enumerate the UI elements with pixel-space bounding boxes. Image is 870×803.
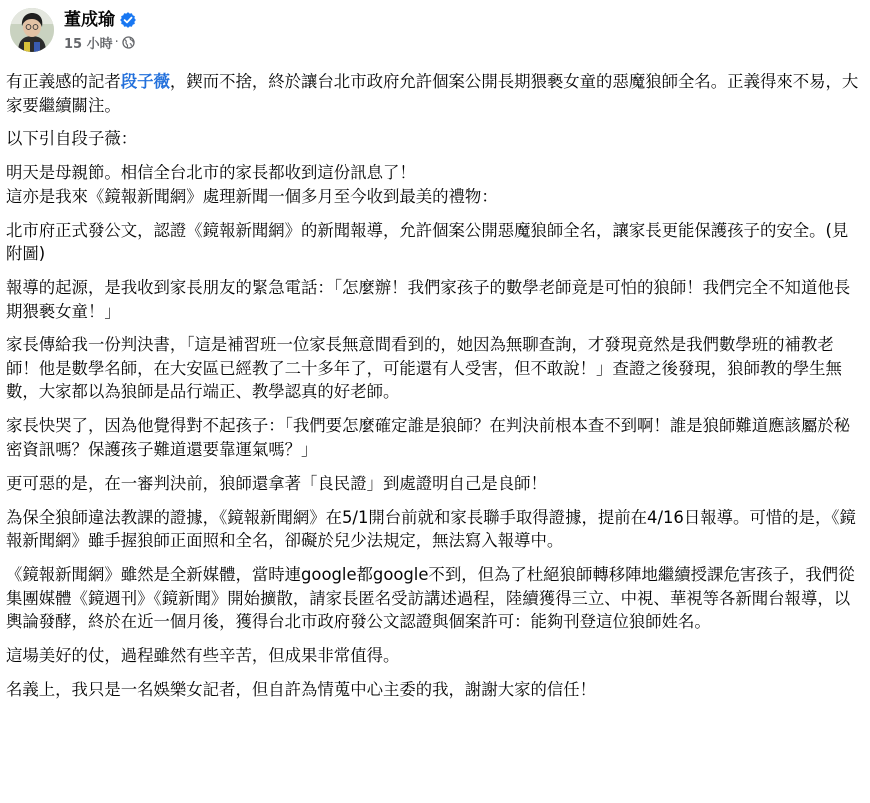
post-timestamp[interactable]: 15 小時: [64, 36, 113, 52]
globe-icon[interactable]: [122, 36, 135, 49]
post-meta: [64, 8, 136, 52]
post-paragraph: 以下引自段子薇：: [6, 129, 138, 149]
intro-text-before: 有正義感的記者: [6, 72, 121, 91]
post-paragraph: 北市府正式發公文，認證《鏡報新聞網》的新聞報導，允許個案公開惡魔狼師全名，讓家長更能保護孩子的安全。(見附圖): [6, 220, 849, 264]
author-row: [64, 8, 136, 32]
post-paragraph: 家長傳給我一份判決書，「這是補習班一位家長無意間看到的，她因為無聊查詢，才發現竟然是我們數學班的補教老師！他是數學名師，在大安區已經教了二十多年了，可能還有人受害，但不敢說！」查證之後發現，狼師教的學生無數，大家都以為狼師是品行端正、教學認真的好老師。: [6, 335, 842, 402]
post-paragraph: 這場美好的仗，過程雖然有些辛苦，但成果非常值得。: [6, 645, 400, 665]
post-paragraph: 《鏡報新聞網》雖然是全新媒體，當時連google都google不到，但為了杜絕狼師轉移陣地繼續授課危害孩子，我們從集團媒體《鏡週刊》《鏡新聞》開始擴散，請家長匿名受訪講述過程，陸續獲得三立、中視、華視等各新聞台報導，以輿論發酵，終於在近一個月後，獲得台北市政府發公文認證與個案許可：能夠刊登這位狼師姓名。: [6, 565, 855, 632]
post-body: [6, 70, 864, 712]
post-paragraph: 家長快哭了，因為他覺得對不起孩子：「我們要怎麼確定誰是狼師？在判決前根本查不到啊！誰是狼師難道應該屬於秘密資訊嗎？保護孩子難道還要靠運氣嗎？」: [6, 416, 851, 459]
post-paragraph-line: 這亦是我來《鏡報新聞網》處理新聞一個多月至今收到最美的禮物：: [6, 186, 498, 206]
post-paragraph-line: 明天是母親節。相信全台北市的家長都收到這份訊息了！: [6, 163, 416, 183]
mention-link[interactable]: 段子薇: [120, 72, 170, 91]
author-avatar[interactable]: [10, 8, 54, 52]
avatar-photo: [10, 8, 54, 52]
post-paragraph: 名義上，我只是一名娛樂女記者，但自許為情蒐中心主委的我，謝謝大家的信任！: [6, 679, 597, 699]
post-time-row: [64, 32, 136, 52]
meta-separator: ·: [114, 34, 119, 50]
verified-badge-icon: [120, 12, 136, 28]
post-paragraph: 更可惡的是，在一審判決前，狼師還拿著「良民證」到處證明自己是良師！: [6, 473, 547, 493]
post-paragraph-intro: [6, 70, 864, 117]
author-name[interactable]: 董成瑜: [64, 10, 115, 30]
post-paragraph: 為保全狼師違法教課的證據，《鏡報新聞網》在5/1開台前就和家長聯手取得證據，提前在4/16日報導。可惜的是，《鏡報新聞網》雖手握狼師正面照和全名，卻礙於兒少法規定，無法寫入報導中。: [6, 507, 856, 551]
intro-text-after: ，鍥而不捨，終於讓台北市政府允許個案公開長期猥褻女童的惡魔狼師全名。正義得來不易，大家要繼續關注。: [6, 72, 859, 115]
post-paragraph: 報導的起源，是我收到家長朋友的緊急電話：「怎麼辦！我們家孩子的數學老師竟是可怕的狼師！我們完全不知道他長期猥褻女童！」: [6, 278, 851, 321]
post-paragraph: [6, 161, 864, 208]
post-header: [10, 6, 136, 54]
